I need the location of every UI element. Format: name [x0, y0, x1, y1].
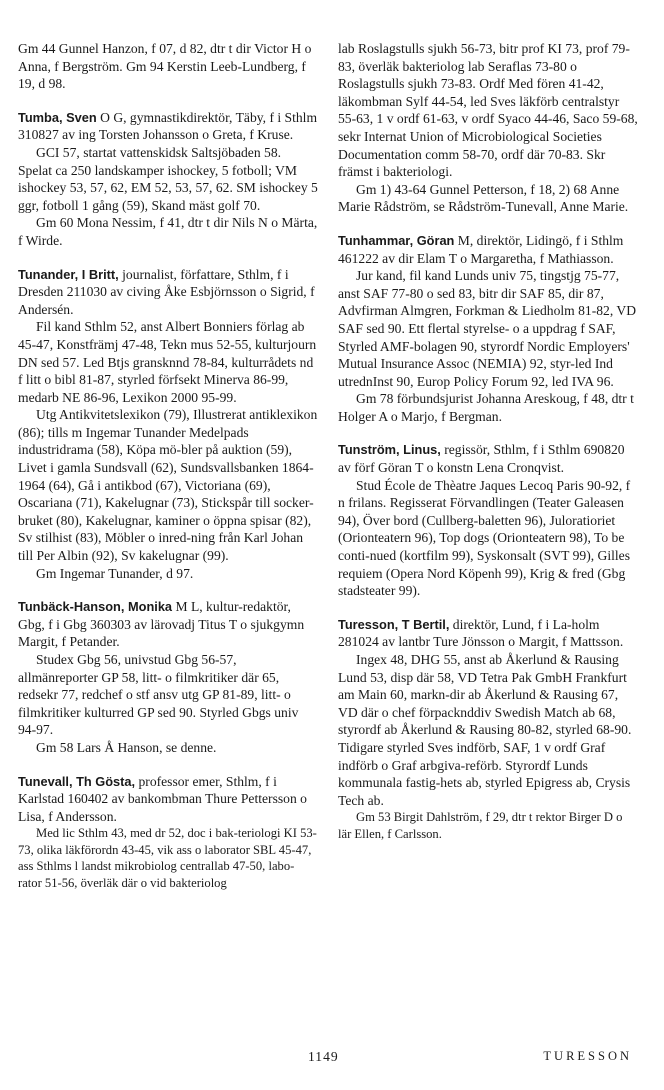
running-head: TURESSON	[543, 1049, 632, 1063]
entry-paragraph: Jur kand, fil kand Lunds univ 75, tingstjg 75-77, anst SAF 77-80 o sed 83, bitr dir SAF 85, dir 87, Advfirman Almgren, Forkman & Liedholm 81-82, VD SAF sed 90. Ett flertal styrelse- o a uppdrag f SAF, Styrled AMF-bolagen 90, styrordf Nordic Employers' Mutual Insurance Assoc (NEMIA) 92, styr-led Ind utrednInst 90, Europ Policy Forum 92, led IVA 96.	[338, 268, 637, 389]
entry-name: Tunhammar, Göran	[338, 232, 455, 248]
entry-intro: regissör, Sthlm, f i Sthlm 690820 av förf Göran T o konstn Lena Cronqvist.	[338, 442, 625, 476]
entry-name: Tunander, I Britt,	[18, 266, 119, 282]
entry-intro: M, direktör, Lidingö, f i Sthlm 461222 av dir Elam T o Margaretha, f Mathiasson.	[338, 232, 624, 266]
entry-tunstrom	[338, 441, 638, 599]
entry-tunback-hanson	[18, 598, 318, 756]
entry-lead	[338, 232, 638, 267]
entry-name: Tumba, Sven	[18, 109, 97, 125]
entry-paragraph: Fil kand Sthlm 52, anst Albert Bonniers förlag ab 45-47, Konstfrämj 47-48, Tekn mus 52-55, kulturjourn DN sed 57. Led Btjs gransknnd 78-84, kulturrådets nd f litt o bibl 81-87, styrled förfsekt Minerva 86-99, medarb NE 86-96, Lexikon 2000 95-99.	[18, 319, 317, 405]
entry-lead	[18, 598, 318, 651]
entry-name: Tunström, Linus,	[338, 442, 441, 458]
entry-name: Turesson, T Bertil,	[338, 616, 450, 632]
entry-lead	[18, 109, 318, 144]
page-footer	[0, 1049, 664, 1069]
entry-intro: professor emer, Sthlm, f i Karlstad 160402 av bankombman Thure Pettersson o Lisa, f Andersson.	[18, 773, 307, 824]
entry-name: Tunevall, Th Gösta,	[18, 773, 136, 789]
right-column	[338, 40, 638, 858]
entry-intro: O G, gymnastikdirektör, Täby, f i Sthlm 310827 av ing Torsten Johansson o Greta, f Kruse.	[18, 109, 318, 143]
entry-tunhammar	[338, 232, 638, 426]
entry-paragraph: Stud École de Thèatre Jaques Lecoq Paris 90-92, f n frilans. Regisserat Förvandlingen (Teater Galeasen 94), Över bord (Cullberg-baletten 96), Juloratioriet (Orionteatern 96), Top dogs (Orionteatern 98), To be conti-nued (kortfilm 99), Syskonsalt (SVT 99), Gilles requiem (Opera Nord Köpenh 99), Krig & fred (Gbg stadsteater 99).	[338, 477, 631, 599]
entry-tunevall-continued	[338, 40, 638, 216]
entry-paragraph: Gm 53 Birgit Dahlström, f 29, dtr t rektor Birger D o lär Ellen, f Carlsson.	[338, 810, 623, 841]
entry-lead	[338, 441, 638, 476]
entry-tunander	[18, 266, 318, 583]
entry-turesson	[338, 616, 638, 842]
entry-intro: M L, kultur-redaktör, Gbg, f i Gbg 360303 av lärovadj Titus T o sjukgymn Margit, f Petander.	[18, 599, 305, 650]
entry-paragraph: Gm 1) 43-64 Gunnel Petterson, f 18, 2) 68 Anne Marie Rådström, se Rådström-Tunevall, Anne Marie.	[338, 181, 629, 215]
entry-text: Gm 44 Gunnel Hanzon, f 07, d 82, dtr t dir Victor H o Anna, f Bergström. Gm 94 Kerstin Leeb-Lundberg, f 19, d 98.	[18, 41, 312, 92]
entry-lead	[18, 266, 318, 319]
entry-lead	[338, 616, 638, 651]
entry-paragraph: Ingex 48, DHG 55, anst ab Åkerlund & Rausing Lund 53, disp där 58, VD Tetra Pak GmbH Frankfurt am Main 60, markn-dir ab Åkerlund & Rausing 67, VD där o chef förpacknddiv Swedish Match ab 68, styrordf ab Åkerlund & Rausing 80-82, styrled 68-90. Tidigare styrled Sves indförb, SAF, 1 v ordf Graf indförb o Graf arbgiva-reförb. Styrordf Lunds kommunala fastig-hets ab, styrled Epigress ab, Crysis Tech ab.	[338, 652, 632, 808]
left-column	[18, 40, 318, 907]
entry-paragraph: Gm 60 Mona Nessim, f 41, dtr t dir Nils N o Märta, f Wirde.	[18, 215, 318, 248]
entry-continuation	[18, 40, 318, 93]
entry-paragraph: Gm 78 förbundsjurist Johanna Areskoug, f 48, dtr t Holger A o Marjo, f Bergman.	[338, 391, 634, 424]
entry-intro: journalist, författare, Sthlm, f i Dresden 211030 av civing Åke Esbjörnsson o Sigrid, f Andersén.	[18, 266, 315, 317]
entry-paragraph: Studex Gbg 56, univstud Gbg 56-57, allmänreporter GP 58, litt- o filmkritiker där 65, redsekr 77, redchef o stf ansv utg GP 81-89, litt- o filmkritiker kulturred GP sed 90. Styrled Gbgs univ 94-97.	[18, 652, 299, 738]
entry-lead	[18, 773, 318, 826]
entry-tunevall	[18, 773, 318, 891]
page-number: 1149	[308, 1049, 339, 1064]
entry-intro: direktör, Lund, f i La-holm 281024 av lantbr Ture Jönsson o Margit, f Mattsson.	[338, 616, 624, 650]
entry-name: Tunbäck-Hanson, Monika	[18, 599, 173, 615]
entry-paragraph: Med lic Sthlm 43, med dr 52, doc i bak-teriologi KI 53-73, olika läkförordn 43-45, vik ass o laborator SBL 45-47, ass Sthlms l landst mikrobiolog centrallab 47-50, labo-rator 51-56, överläk där o vid bakteriolog	[18, 826, 317, 890]
entry-tumba	[18, 109, 318, 250]
entry-text: lab Roslagstulls sjukh 56-73, bitr prof KI 73, prof 79-83, överläk bakteriolog lab Seraflas 73-80 o Roslagstulls sjukh 73-83. Ordf Med fören 41-42, läkombman Sylf 44-54, led Sves läkförb centralstyr 55-63, 1 v ordf 61-63, v ordf Syaco 44-46, Saco 59-68, sekr Internat Union of Microbiological Societies Documentation comm 58-70, ordf där 70-83. Skr främst i bakteriologi.	[338, 41, 638, 180]
entry-paragraph: Utg Antikvitetslexikon (79), Illustrerat antiklexikon (86); tills m Ingemar Tunander Medelpads industridrama (58), Köpa mö-bler på auktion (59), Livet i gamla Sundsvall (62), Sundsvallsbanken 1864-1964 (64), Gå i antikbod (67), Victoriana (69), Oscariana (71), Kakelugnar (73), Stickspår till socker-bruket (80), Kakelugnar, kaminer o öppna spisar (82), Sv stilhist (83), Möbler o inred-ning från Karl Johan till Per Albin (92), Sv kakelugnar (99).	[18, 407, 318, 564]
entry-paragraph: Gm 58 Lars Å Hanson, se denne.	[36, 739, 217, 755]
entry-paragraph: GCI 57, startat vattenskidsk Saltsjöbaden 58. Spelat ca 250 landskamper ishockey, 5 fotboll; VM ishockey 53, 57, 62, EM 52, 53, 57, 62. SM ishockey 5 ggr, fotboll 1 gång (59), Skand mäst golf 70.	[18, 144, 318, 213]
entry-paragraph: Gm Ingemar Tunander, d 97.	[36, 565, 194, 581]
